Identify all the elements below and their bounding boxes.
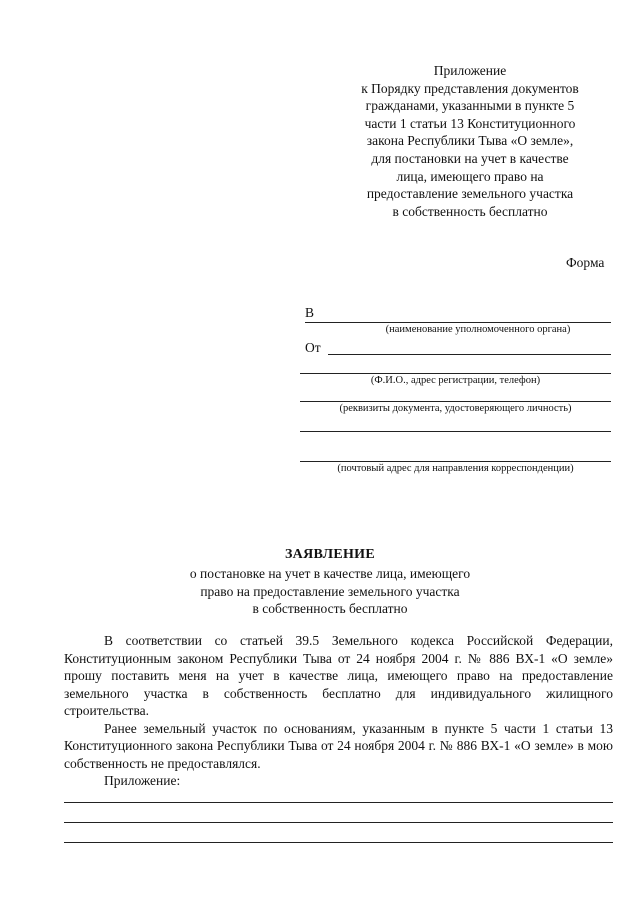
id-caption: (реквизиты документа, удостоверяющего личность) <box>339 403 572 414</box>
annex-line: Приложение <box>433 63 507 78</box>
paragraph-1: В соответствии со статьей 39.5 Земельного кодекса Российской Федерации, Конституционным законом Республики Тыва от 24 ноября 2004 г. № 886 ВХ-1 «О земле» прошу поставить меня на учет в качестве лица, имеющего право на предоставление земельного участка в собственность бесплатно для индивидуального жилищного строительства. <box>64 633 613 718</box>
annex-line: для постановки на учет в качестве <box>371 150 569 166</box>
title-sub-line: право на предоставление земельного участка <box>200 583 460 599</box>
annex-line: к Порядку представления документов <box>361 80 579 96</box>
annex-line: предоставление земельного участка <box>366 186 574 202</box>
annex-block <box>340 62 600 220</box>
annex-line: гражданами, указанными в пункте 5 <box>365 98 575 114</box>
id-field-line[interactable] <box>300 401 611 402</box>
appendix-line-1[interactable] <box>64 802 613 803</box>
paragraph-2: Ранее земельный участок по основаниям, указанным в пункте 5 части 1 статьи 13 Конституционного закона Республики Тыва от 24 ноября 2004 г. № 886 ВХ-1 «О земле» в мою собственность не предоставлялся. <box>64 720 613 771</box>
form-label: Форма <box>566 255 605 270</box>
from-field-line[interactable] <box>328 354 611 355</box>
annex-line: части 1 статьи 13 Конституционного <box>364 115 576 131</box>
appendix-line-2[interactable] <box>64 822 613 823</box>
postal-field-line-2[interactable] <box>300 461 611 462</box>
title-sub-line: о постановке на учет в качестве лица, имеющего <box>189 566 471 581</box>
document-title <box>160 545 500 618</box>
to-prefix: В <box>305 305 315 320</box>
postal-caption: (почтовый адрес для направления корреспонденции) <box>337 463 574 474</box>
appendix-label: Приложение: <box>104 773 181 788</box>
annex-line: закона Республики Тыва «О земле», <box>366 133 574 149</box>
from-caption: (Ф.И.О., адрес регистрации, телефон) <box>370 375 541 386</box>
to-field-line[interactable] <box>305 322 611 323</box>
postal-field-line[interactable] <box>300 431 611 432</box>
appendix-line-3[interactable] <box>64 842 613 843</box>
annex-line: лица, имеющего право на <box>396 168 544 184</box>
from-prefix: От <box>305 340 321 355</box>
annex-line: в собственность бесплатно <box>392 203 548 219</box>
to-caption: (наименование уполномоченного органа) <box>385 324 571 335</box>
from-field-line-2[interactable] <box>300 373 611 374</box>
statement-body <box>64 632 613 790</box>
title-sub-line: в собственность бесплатно <box>252 601 408 616</box>
title-main: ЗАЯВЛЕНИЕ <box>284 547 375 562</box>
